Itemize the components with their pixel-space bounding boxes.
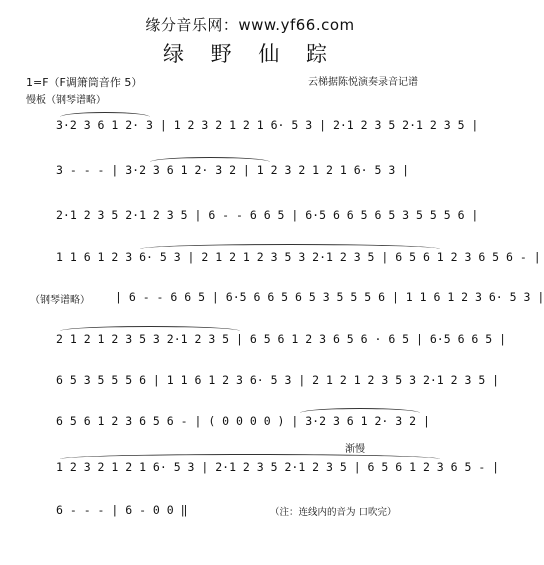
score-line-2: 3 - - - | 3·2 3 6 1 2· 3 2 | 1 2 3 2 1 2 1 6· 5 3 |	[56, 163, 410, 177]
transcription-credit: 云梯据陈悦演奏录音记谱	[308, 77, 418, 88]
score-line-4: 1 1 6 1 2 3 6· 5 3 | 2 1 2 1 2 3 5 3 2·1 2 3 5 | 6 5 6 1 2 3 6 5 6 - |	[56, 250, 541, 264]
score-line-8: 6 5 6 1 2 3 6 5 6 - | ( 0 0 0 0 ) | 3·2 3 6 1 2· 3 2 |	[56, 414, 430, 428]
slur-mark	[60, 454, 440, 459]
score-line-7: 6 5 3 5 5 5 6 | 1 1 6 1 2 3 6· 5 3 | 2 1 2 1 2 3 5 3 2·1 2 3 5 |	[56, 373, 500, 387]
slur-mark	[60, 112, 150, 117]
score-line-3: 2·1 2 3 5 2·1 2 3 5 | 6 - - 6 6 5 | 6·5 6 6 5 6 5 3 5 5 5 6 |	[56, 208, 479, 222]
footnote: （注：连线内的音为 口吹完）	[270, 507, 397, 518]
site-banner: 缘分音乐网：www.yf66.com	[145, 16, 355, 34]
score-line-1: 3·2 3 6 1 2· 3 | 1 2 3 2 1 2 1 6· 5 3 | 2·1 2 3 5 2·1 2 3 5 |	[56, 118, 479, 132]
score-line-10: 6 - - - | 6 - 0 0 ‖	[56, 503, 188, 517]
ritardando-label: 渐慢	[345, 444, 365, 455]
score-line-6: 2 1 2 1 2 3 5 3 2·1 2 3 5 | 6 5 6 1 2 3 6 5 6 · 6 5 | 6·5 6 6 5 |	[56, 332, 507, 346]
page-title: 绿 野 仙 踪	[162, 42, 338, 66]
slur-mark	[150, 157, 270, 162]
key-signature: 1=F（F调箫筒音作 5）	[26, 76, 143, 89]
slur-mark	[60, 326, 240, 331]
slur-mark	[300, 408, 420, 413]
score-line-9: 1 2 3 2 1 2 1 6· 5 3 | 2·1 2 3 5 2·1 2 3 5 | 6 5 6 1 2 3 6 5 - |	[56, 460, 500, 474]
intro-label: （钢琴谱略）	[30, 295, 90, 306]
tempo-marking: 慢板（钢琴谱略）	[26, 95, 106, 106]
slur-mark	[140, 244, 440, 249]
score-line-5: | 6 - - 6 6 5 | 6·5 6 6 5 6 5 3 5 5 5 6 | 1 1 6 1 2 3 6· 5 3 |	[115, 290, 544, 304]
